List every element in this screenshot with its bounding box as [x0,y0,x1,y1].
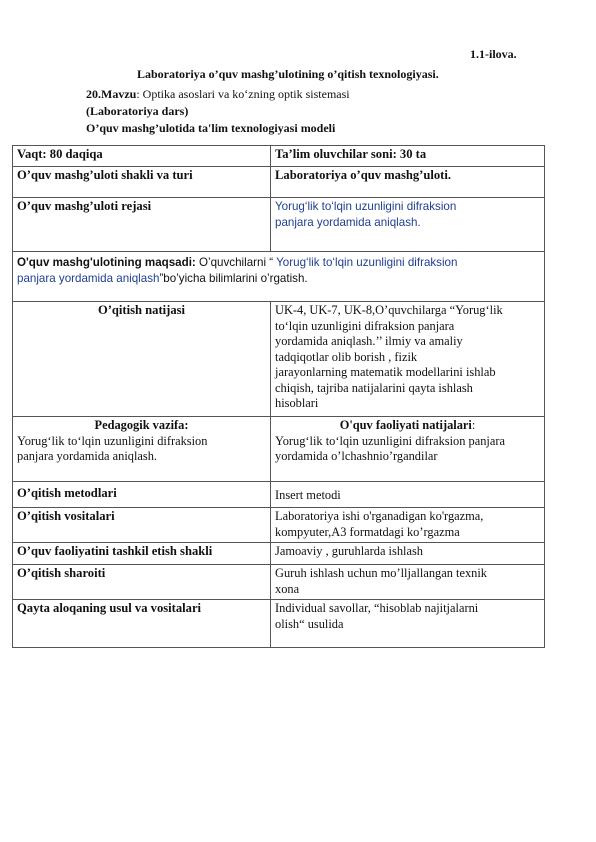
table-row [13,508,545,543]
feedback-value [271,600,545,648]
document-title: Laboratoriya o’quv mashg’ulotining o’qitish texnologiyasi. [137,67,439,81]
goal-cell [13,252,545,302]
plan-label: O’quv mashg’uloti rejasi [13,198,271,252]
annex-label: 1.1-ilova. [470,47,517,61]
lesson-type: (Laboratoriya dars) [86,104,189,118]
result-line: UK-4, UK-7, UK-8,O’quvchilarga “Yorug‘lik [275,303,503,317]
plan-line: panjara yordamida aniqlash. [275,215,421,229]
org-label: O’quv faoliyatini tashkil etish shakli [13,543,271,565]
table-row [13,417,545,482]
feedback-line: Individual savollar, “hisoblab najitjalarni [275,601,479,615]
ped-task-line: panjara yordamida aniqlash. [17,449,158,463]
result-line: chiqish, tajriba natijalarini qayta ishlash [275,380,473,395]
result-line: to‘lqin uzunligini difraksion panjara [275,318,455,333]
activity-colon: : [471,418,476,432]
activity-line: Yorug‘lik to‘lqin uzunligini difraksion panjara [275,433,506,448]
plan-line: Yorug‘lik to‘lqin uzunligini difraksion [275,200,457,213]
goal-text: O’quvchilarni “ [195,256,277,269]
conditions-label: O’qitish sharoiti [13,565,271,600]
tools-value [271,508,545,543]
conditions-line: Guruh ishlash uchun mo’lljallangan texnik [275,566,487,580]
students-cell: Ta’lim oluvchilar soni: 30 ta [271,146,545,167]
table-row [13,302,545,417]
technology-model-table [12,145,545,648]
table-row [13,167,545,198]
org-value: Jamoaviy , guruhlarda ishlash [271,543,545,565]
result-line: yordamida aniqlash.’’ ilmiy va amaliy [275,334,463,348]
table-row [13,146,545,167]
form-label: O’quv mashg’uloti shakli va turi [13,167,271,198]
goal-topic-cont: panjara yordamida aniqlash [17,271,160,285]
table-row [13,252,545,302]
goal-label: O'quv mashg'ulotining maqsadi: [17,256,196,269]
conditions-line: xona [275,581,300,596]
result-line: hisoblari [275,396,319,410]
topic-value: : Optika asoslari va ko‘zning optik sistemasi [136,87,350,101]
result-value [271,302,545,417]
time-cell: Vaqt: 80 daqiqa [13,146,271,167]
result-label: O’qitish natijasi [13,302,271,417]
tools-label: O’qitish vositalari [13,508,271,543]
topic-line [86,87,350,102]
activity-line: yordamida o’lchashnio’rgandilar [275,449,438,463]
ped-task-cell [13,417,271,482]
model-title: O’quv mashg’ulotida ta'lim texnologiyasi modeli [86,121,336,135]
table-row [13,198,545,252]
feedback-line: olish“ usulida [275,616,344,631]
goal-topic: Yorug‘lik to‘lqin uzunligini difraksion [276,256,458,269]
conditions-value [271,565,545,600]
ped-task-title: Pedagogik vazifa: [94,418,189,432]
activity-cell [271,417,545,482]
goal-text-end: ”bo’yicha bilimlarini o’rgatish. [159,271,308,285]
methods-value: Insert metodi [271,482,545,508]
table-row [13,482,545,508]
topic-label: 20.Mavzu [86,87,137,101]
form-value: Laboratoriya o’quv mashg’uloti. [271,167,545,198]
plan-value [271,198,545,252]
result-line: tadqiqotlar olib borish , fizik [275,349,418,364]
result-line: jarayonlarning matematik modellarini ishlab [275,365,496,379]
table-row [13,543,545,565]
tools-line: Laboratoriya ishi o'rganadigan ko'rgazma, [275,509,484,523]
feedback-label: Qayta aloqaning usul va vositalari [13,600,271,648]
tools-line: kompyuter,A3 formatdagi ko’rgazma [275,524,460,539]
methods-label: O’qitish metodlari [13,482,271,508]
ped-task-line: Yorug‘lik to‘lqin uzunligini difraksion [17,433,208,448]
table-row [13,565,545,600]
activity-title: O'quv faoliyati natijalari [339,418,472,432]
table-row [13,600,545,648]
